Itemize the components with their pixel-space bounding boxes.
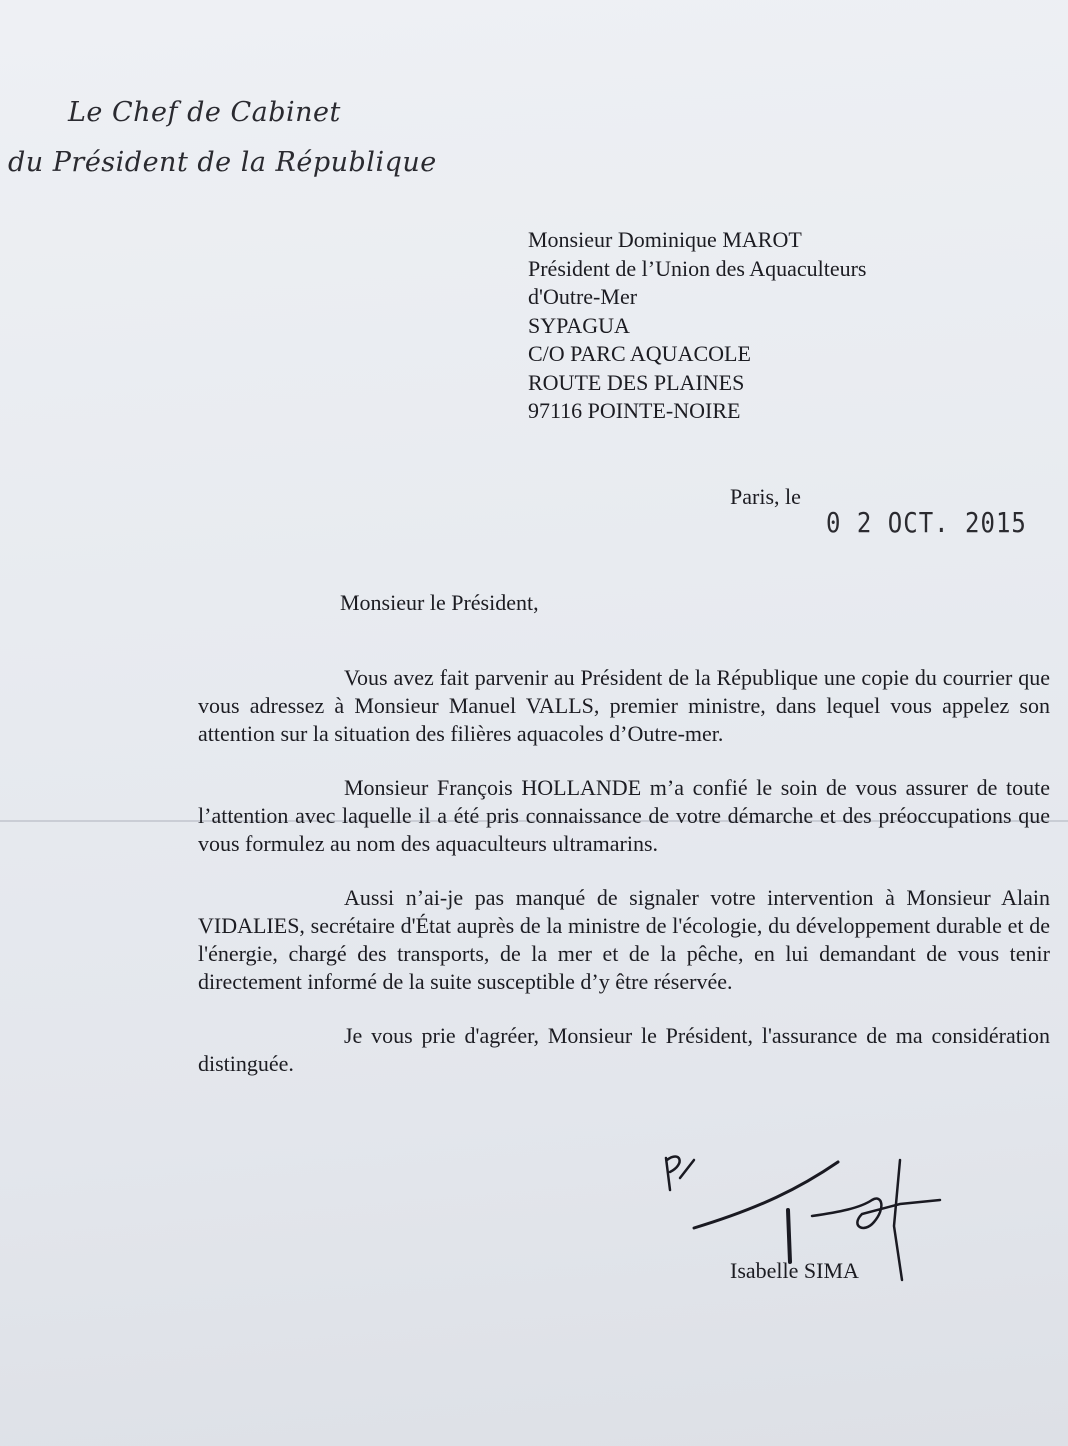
letter-body xyxy=(198,664,1050,1104)
letterhead xyxy=(8,88,437,188)
recipient-organization: SYPAGUA xyxy=(528,312,630,338)
paragraph-2: Monsieur François HOLLANDE m’a confié le soin de vous assurer de toute l’attention avec laquelle il a été pris connaissance de votre démarche et des préoccupations que vous formulez au nom des aquaculteurs ultramarins. xyxy=(198,775,1050,856)
salutation: Monsieur le Président, xyxy=(340,590,539,615)
recipient-address-line-1: C/O PARC AQUACOLE xyxy=(528,341,751,366)
letterhead-line-1: Le Chef de Cabinet xyxy=(68,97,341,128)
recipient-name: Monsieur Dominique MAROT xyxy=(528,227,802,252)
paragraph-4: Je vous prie d'agréer, Monsieur le Président, l'assurance de ma considération distinguée. xyxy=(198,1023,1050,1076)
recipient-title: Président de l’Union des Aquaculteurs xyxy=(528,255,867,281)
date-stamp: 0 2 OCT. 2015 xyxy=(826,506,1027,540)
paragraph-3: Aussi n’ai-je pas manqué de signaler votre intervention à Monsieur Alain VIDALIES, secrétaire d'État auprès de la ministre de l'écologie, du développement durable et de l'énergie, chargé des transports, de la mer et de la pêche, en lui demandant de vous tenir directement informé de la suite susceptible d’y être réservée. xyxy=(198,885,1050,994)
paragraph-1: Vous avez fait parvenir au Président de la République une copie du courrier que vous adressez à Monsieur Manuel VALLS, premier ministre, dans lequel vous appelez son attention sur la situation des filières aquacoles d’Outre-mer. xyxy=(198,665,1050,746)
recipient-address-line-2: ROUTE DES PLAINES xyxy=(528,369,745,395)
recipient-postal-city: 97116 POINTE-NOIRE xyxy=(528,398,741,423)
dateline-place: Paris, le xyxy=(730,484,801,509)
letterhead-line-2: du Président de la République xyxy=(8,147,437,178)
recipient-address xyxy=(528,226,867,426)
recipient-title-cont: d'Outre-Mer xyxy=(528,284,638,309)
signer-name: Isabelle SIMA xyxy=(730,1258,859,1283)
